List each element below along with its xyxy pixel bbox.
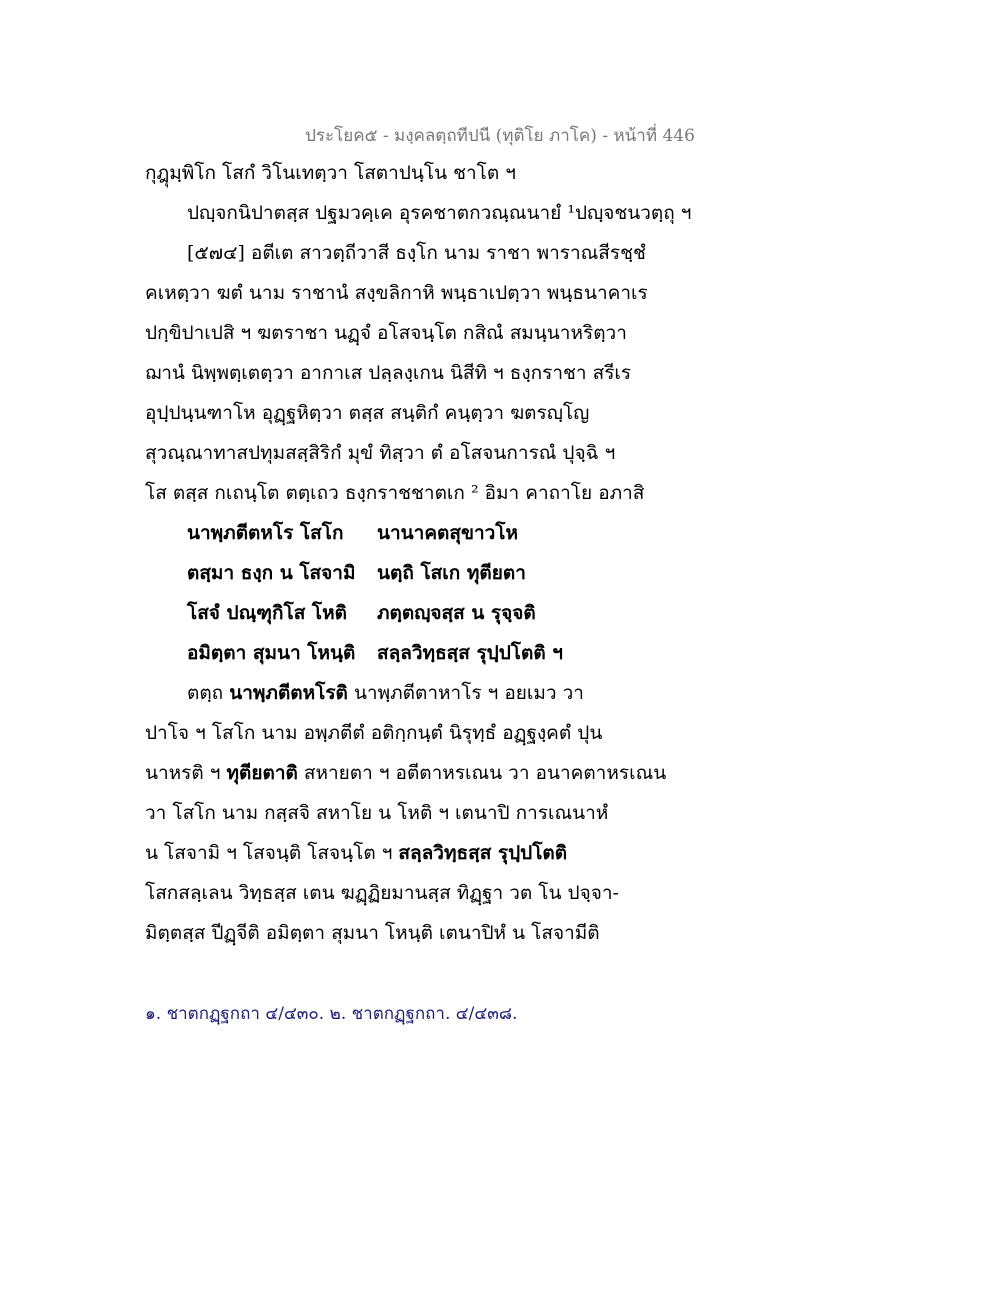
footnote: ๑. ชาตกฏฺฐกถา ๔/๔๓๐. ๒. ชาตกฏฺฐกถา. ๔/๔๓๘. — [145, 1004, 518, 1024]
commentary-line: วา โสโก นาม กสฺสจิ สหาโย น โหติ ฯ เตนาปิ การเณนาหํ — [145, 802, 609, 824]
verse-first-half: นาพฺภตีตหโร โสโก — [187, 522, 344, 544]
verse-line — [145, 595, 690, 635]
commentary-line: โสกสลฺเลน วิทฺธสฺส เตน ฆฏฺฏิยมานสฺส ทิฏฺฐา วต โน ปจฺจา- — [145, 882, 619, 904]
verse-second-half: นานาคตสุขาวโห — [377, 522, 519, 544]
verse-second-half: นตฺถิ โสเก ทุตียตา — [377, 562, 526, 584]
text-line: คเหตฺวา ฆตํ นาม ราชานํ สงฺขลิกาหิ พนฺธาเปตฺวา พนฺธนาคาเร — [145, 282, 648, 304]
text-line: กุฎุมฺพิโก โสกํ วิโนเทตฺวา โสตาปนฺโน ชาโต ฯ — [145, 162, 516, 184]
verse-line — [145, 515, 690, 555]
commentary-text: นาหรติ ฯ — [145, 762, 227, 784]
text-line: สุวณฺณาทาสปทุมสสฺสิริกํ มุขํ ทิสฺวา ตํ อโสจนการณํ ปุจฺฉิ ฯ — [145, 442, 616, 464]
verse-line — [145, 555, 690, 595]
verse-second-half: ภตฺตญฺจสฺส น รุจฺจติ — [377, 602, 536, 624]
page-header-text: ประโยค๕ - มงฺคลตฺถทีปนี (ทุติโย ภาโค) - หน้าที่ 446 — [305, 126, 695, 146]
main-text — [145, 155, 690, 955]
commentary-text: นาพฺภตีตาหาโร ฯ อยเมว วา — [347, 682, 584, 704]
verse-line — [145, 635, 690, 675]
commentary-text: น โสจามิ ฯ โสจนฺติ โสจนฺโต ฯ — [145, 842, 399, 864]
verse-first-half: อมิตฺตา สุมนา โหนฺติ — [187, 642, 356, 664]
verse-second-half: สลฺลวิทฺธสฺส รุปฺปโตติ ฯ — [377, 642, 563, 664]
commentary-text: ตตฺถ — [187, 682, 230, 704]
commentary-term: ทุตียตาติ — [226, 762, 298, 784]
commentary-line — [145, 675, 690, 715]
commentary-line: มิตฺตสฺส ปีฏฺจีติ อมิตฺตา สุมนา โหนฺติ เตนาปิหํ น โสจามีติ — [145, 922, 600, 944]
verse-first-half: โสจํ ปณฺฑุกิโส โหติ — [187, 602, 347, 624]
text-line: [๕๗๔] อตีเต สาวตฺถีวาสี ธงฺโก นาม ราชา พาราณสีรชฺชํ — [187, 242, 646, 264]
text-line: โส ตสฺส กเถนฺโต ตตฺเถว ธงฺกราชชาตเก ² อิมา คาถาโย อภาสิ — [145, 482, 645, 504]
commentary-line — [145, 835, 690, 875]
text-line: ฌานํ นิพฺพตฺเตตฺวา อากาเส ปลฺลงฺเกน นิสีทิ ฯ ธงฺกราชา สรีเร — [145, 362, 632, 384]
text-line: อุปฺปนฺนฑาโห อุฏฺฐหิตฺวา ตสฺส สนฺติกํ คนฺตฺวา ฆตรญฺโญ — [145, 402, 590, 424]
page-header — [0, 122, 1000, 149]
commentary-term: สลฺลวิทฺธสฺส รุปฺปโตติ — [398, 842, 568, 864]
commentary-text: สหายตา ฯ อตีตาหรเณน วา อนาคตาหรเณน — [297, 762, 667, 784]
text-line: ปกฺขิปาเปสิ ฯ ฆตราชา นฏฺจํ อโสจนฺโต กสิณํ สมนฺนาหริตฺวา — [145, 322, 627, 344]
verse-first-half: ตสฺมา ธงฺก น โสจามิ — [187, 562, 356, 584]
section-title-line: ปญฺจกนิปาตสฺส ปฐมวคฺเค อุรคชาตกวณฺณนายํ ¹ปญฺจชนวตฺถุ ฯ — [187, 202, 692, 224]
commentary-line — [145, 755, 690, 795]
commentary-line: ปาโจ ฯ โสโก นาม อพฺภตีตํ อติกฺกนฺตํ นิรุทฺธํ อฏฺฐงฺคตํ ปุน — [145, 722, 603, 744]
commentary-term: นาพฺภตีตหโรติ — [229, 682, 348, 704]
